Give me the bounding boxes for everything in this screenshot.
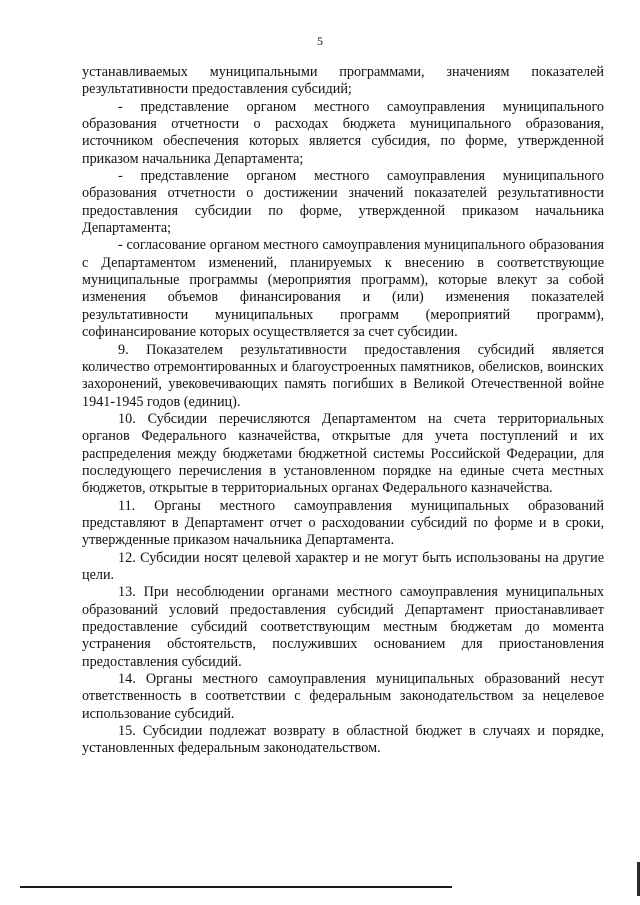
paragraph-12: 12. Субсидии носят целевой характер и не могут быть использованы на другие цели. — [82, 549, 604, 583]
document-body — [82, 64, 604, 758]
paragraph-10: 10. Субсидии перечисляются Департаментом на счета территориальных органов Федерального казначейства, открытые для учета поступлений и их распределения между бюджетами бюджетной системы Российской Федерации, для последующего перечисления в установленном порядке на единые счета местных бюджетов, открытые в территориальных органах Федерального казначейства. — [82, 410, 604, 497]
page-number: 5 — [317, 34, 323, 48]
paragraph-report-expenses: - представление органом местного самоуправления муниципального образования отчетности о расходах бюджета муниципального образования, источником обеспечения которых является субсидия, по форме, утвержденной приказом начальника Департамента; — [82, 98, 604, 167]
scan-border-line — [20, 886, 452, 888]
paragraph-11: 11. Органы местного самоуправления муниципальных образований представляют в Департамент отчет о расходовании субсидий по форме и в сроки, утвержденные приказом начальника Департамента. — [82, 497, 604, 549]
paragraph-14: 14. Органы местного самоуправления муниципальных образований несут ответственность в соответствии с федеральным законодательством за нецелевое использование субсидий. — [82, 671, 604, 722]
paragraph-9: 9. Показателем результативности предоставления субсидий является количество отремонтированных и благоустроенных памятников, обелисков, воинских захоронений, увековечивающих память погибших в Великой Отечественной войне 1941-1945 годов (единиц). — [82, 341, 604, 410]
paragraph-continuation: устанавливаемых муниципальными программами, значениям показателей результативности предоставления субсидий; — [82, 64, 604, 98]
paragraph-agreement-changes: - согласование органом местного самоуправления муниципального образования с Департаментом изменений, планируемых к внесению в соответствующие муниципальные программы (мероприятия программ), которые влекут за собой изменения объемов финансирования и (или) изменения показателей результативности муниципальных программ (мероприятий программ), софинансирование которых осуществляется за счет субсидии. — [82, 237, 604, 341]
paragraph-report-indicators: - представление органом местного самоуправления муниципального образования отчетности о достижении значений показателей результативности предоставления субсидии по форме, утвержденной приказом начальника Департамента; — [82, 168, 604, 237]
paragraph-13: 13. При несоблюдении органами местного самоуправления муниципальных образований условий предоставления субсидий Департамент приостанавливает предоставление субсидий соответствующим местным бюджетам до момента устранения обстоятельств, послуживших основанием для приостановления предоставления субсидий. — [82, 584, 604, 670]
paragraph-15: 15. Субсидии подлежат возврату в областной бюджет в случаях и порядке, установленных федеральным законодательством. — [82, 723, 604, 757]
